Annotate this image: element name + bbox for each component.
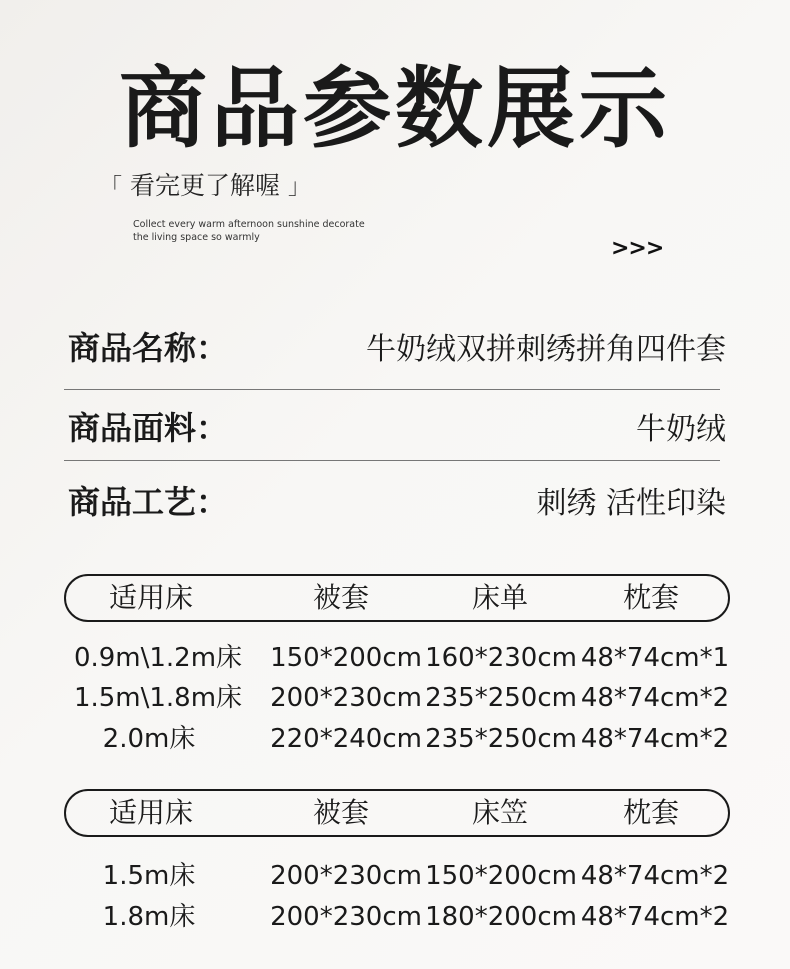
table2-header-pillowcase: 枕套	[622, 796, 680, 829]
subtitle-text: 看完更了解喔	[129, 171, 280, 200]
param-label: 商品工艺：	[68, 483, 229, 521]
param-row-name	[64, 318, 726, 378]
table2-header-fitted-sheet: 床笠	[471, 796, 529, 829]
table1-cell: 48*74cm*1	[580, 643, 730, 673]
param-value: 牛奶绒双拼刺绣拼角四件套	[366, 332, 726, 367]
table1-cell: 220*240cm	[270, 724, 422, 754]
table1-cell: 235*250cm	[425, 683, 577, 713]
table1-header-pillowcase: 枕套	[622, 581, 680, 614]
table2-cell: 1.5m床	[102, 861, 196, 891]
table2-cell: 150*200cm	[425, 861, 577, 891]
table2-cell: 200*230cm	[270, 902, 422, 932]
param-row-craft	[64, 472, 726, 532]
param-value: 刺绣 活性印染	[536, 486, 726, 521]
tagline-line-2: the living space so warmly	[133, 232, 260, 243]
table1-cell: 150*200cm	[270, 643, 422, 673]
subtitle-open-bracket: 「	[100, 175, 123, 200]
table2-cell: 48*74cm*2	[580, 902, 730, 932]
table2-cell: 48*74cm*2	[580, 861, 730, 891]
table2-cell: 200*230cm	[270, 861, 422, 891]
table1-cell: 48*74cm*2	[580, 724, 730, 754]
table2-cell: 180*200cm	[425, 902, 577, 932]
table1-cell: 1.5m\1.8m床	[73, 683, 243, 713]
tagline-line-1: Collect every warm afternoon sunshine decorate	[133, 219, 365, 230]
divider	[64, 389, 720, 390]
table1-cell: 0.9m\1.2m床	[73, 643, 243, 673]
table2-cell: 1.8m床	[102, 902, 196, 932]
table1-header-sheet: 床单	[471, 581, 529, 614]
tagline	[133, 218, 393, 244]
subtitle	[100, 168, 310, 206]
param-label: 商品名称：	[68, 329, 229, 367]
subtitle-close-bracket: 」	[287, 175, 310, 200]
table2-header-duvet: 被套	[312, 796, 370, 829]
table1-header-bed: 适用床	[108, 581, 194, 614]
table1-header-duvet: 被套	[312, 581, 370, 614]
table1-cell: 200*230cm	[270, 683, 422, 713]
param-value: 牛奶绒	[636, 412, 726, 447]
table1-cell: 2.0m床	[102, 724, 196, 754]
divider	[64, 460, 720, 461]
param-row-fabric	[64, 398, 726, 458]
table2-header-bed: 适用床	[108, 796, 194, 829]
table1-cell: 235*250cm	[425, 724, 577, 754]
table1-cell: 160*230cm	[425, 643, 577, 673]
table1-cell: 48*74cm*2	[580, 683, 730, 713]
page-title: 商品参数展示	[118, 56, 671, 160]
arrows-decoration: >>>	[611, 236, 664, 261]
param-label: 商品面料：	[68, 409, 229, 447]
